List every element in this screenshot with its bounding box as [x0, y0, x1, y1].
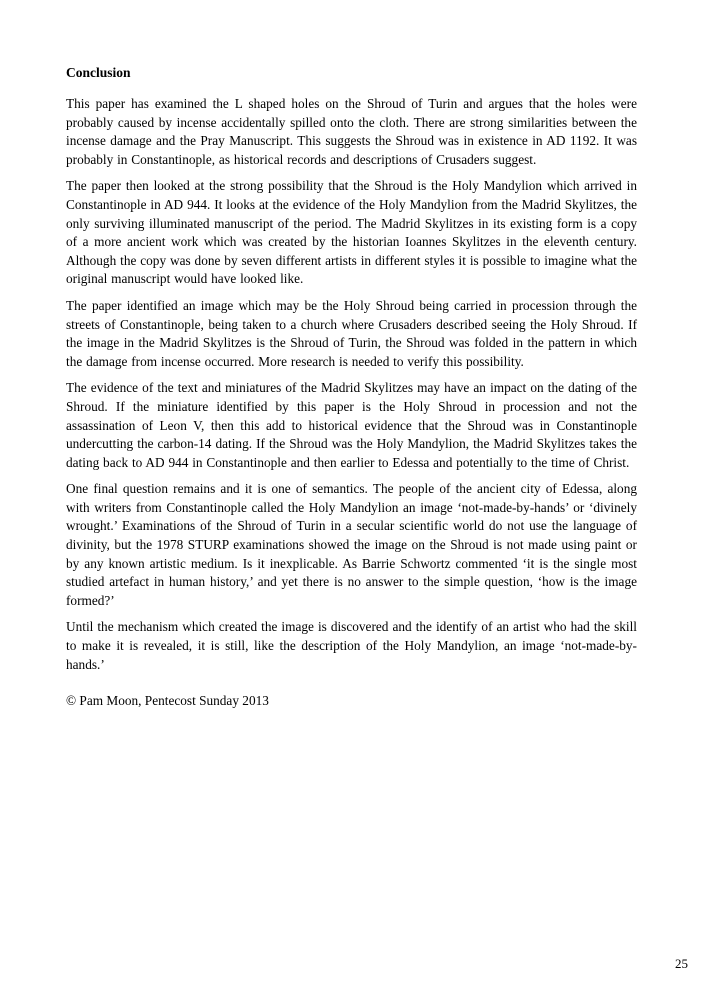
paragraph-1: This paper has examined the L shaped holes on the Shroud of Turin and argues that the holes were probably caused by incense accidentally spilled onto the cloth. There are strong similarities between the incense damage and the Pray Manuscript. This suggests the Shroud was in existence in AD 1192. It was probably in Constantinople, as historical records and descriptions of Crusaders suggest.	[66, 96, 637, 167]
paragraph-4: The evidence of the text and miniatures of the Madrid Skylitzes may have an impact on the dating of the Shroud. If the miniature identified by this paper is the Holy Shroud in procession and not the assassination of Leon V, then this add to historical evidence that the Shroud was in Constantinople undercutting the carbon-14 dating. If the Shroud was the Holy Mandylion, the Madrid Skylitzes takes the dating back to AD 944 in Constantinople and then earlier to Edessa and potentially to the time of Christ.	[66, 380, 637, 470]
paragraph-2: The paper then looked at the strong possibility that the Shroud is the Holy Mandylion which arrived in Constantinople in AD 944. It looks at the evidence of the Holy Mandylion from the Madrid Skylitzes, the only surviving illuminated manuscript of the period. The Madrid Skylitzes in its existing form is a copy of a more ancient work which was created by the historian Ioannes Skylitzes in the eleventh century. Although the copy was done by seven different artists in different styles it is possible to imagine what the original manuscript would have looked like.	[66, 178, 637, 287]
paragraph-3: The paper identified an image which may be the Holy Shroud being carried in procession through the streets of Constantinople, being taken to a church where Crusaders described seeing the Holy Shroud. If the image in the Madrid Skylitzes is the Shroud of Turin, the Shroud was folded in the pattern in which the damage from incense occurred. More research is needed to verify this possibility.	[66, 297, 637, 369]
paragraph-5: One final question remains and it is one of semantics. The people of the ancient city of Edessa, along with writers from Constantinople called the Holy Mandylion an image ‘not-made-by-hands’ or ‘divinely wrought.’ Examinations of the Shroud of Turin in a secular scientific world do not use the language of divinity, but the 1978 STURP examinations showed the image on the Shroud is not made using paint or by any known artistic medium. Is it inexplicable. As Barrie Schwortz commented ‘it is the single most studied artefact in human history,’ and yet there is no answer to the simple question, ‘how is the image formed?’	[66, 481, 637, 608]
page-number: 25	[675, 956, 688, 971]
section-heading: Conclusion	[66, 65, 131, 80]
paragraph-6: Until the mechanism which created the image is discovered and the identify of an artist who had the skill to make it is revealed, it is still, like the description of the Holy Mandylion, an image ‘not-made-by-hands.’	[66, 619, 637, 672]
copyright-line: © Pam Moon, Pentecost Sunday 2013	[66, 693, 269, 709]
